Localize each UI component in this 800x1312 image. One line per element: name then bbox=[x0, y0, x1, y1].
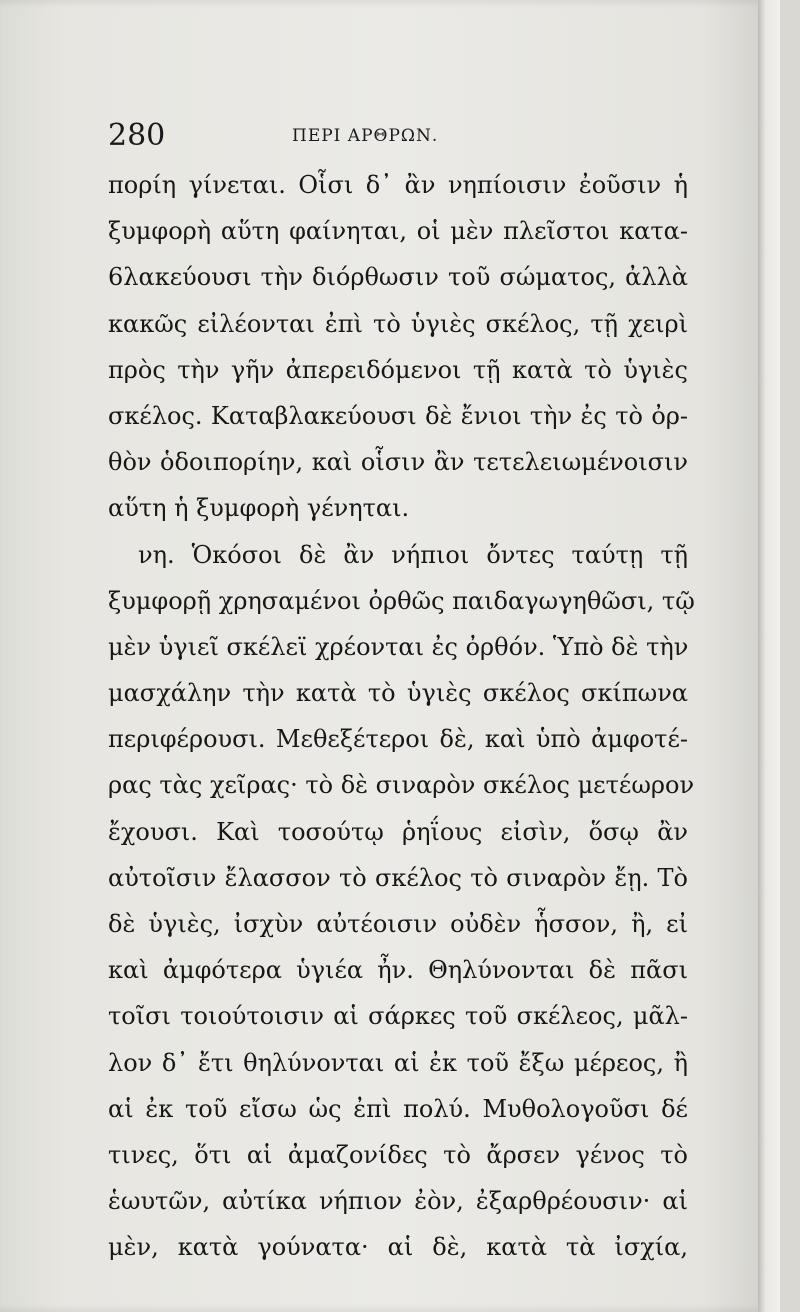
text-line: πορίη γίνεται. Οἷσι δ᾽ ἂν νηπίοισιν ἐοῦσιν ἡ bbox=[108, 171, 688, 199]
text-line: ἑωυτῶν, αὐτίκα νήπιον ἐὸν, ἐξαρθρέουσιν· αἱ bbox=[108, 1187, 688, 1216]
text-line: τινες, ὅτι αἱ ἀμαζονίδες τὸ ἄρσεν γένος τὸ bbox=[108, 1140, 688, 1169]
text-line: κακῶς εἰλέονται ἐπὶ τὸ ὑγιὲς σκέλος, τῇ χειρὶ bbox=[108, 309, 688, 338]
text-line: ἔχουσι. Καὶ τοσούτῳ ῥηΐους εἰσὶν, ὅσῳ ἂν bbox=[108, 817, 688, 846]
text-line: τοῖσι τοιούτοισιν αἱ σάρκες τοῦ σκέλεος, μᾶλ- bbox=[108, 1002, 688, 1031]
text-line: ρας τὰς χεῖρας· τὸ δὲ σιναρὸν σκέλος μετέωρον bbox=[108, 771, 695, 800]
text-line: σκέλος. Καταβλακεύουσι δὲ ἔνιοι τὴν ἐς τὸ ὀρ- bbox=[108, 401, 688, 430]
text-line: μὲν ὑγιεῖ σκέλεϊ χρέονται ἐς ὀρθόν. Ὑπὸ δὲ τὴν bbox=[108, 632, 689, 661]
text-line: πρὸς τὴν γῆν ἀπερειδόμενοι τῇ κατὰ τὸ ὑγιὲς bbox=[108, 355, 688, 384]
text-line: αἱ ἐκ τοῦ εἴσω ὡς ἐπὶ πολύ. Μυθολογοῦσι δέ bbox=[108, 1094, 688, 1123]
text-line: αὕτη ἡ ξυμφορὴ γένηται. bbox=[108, 494, 410, 523]
text-line: ξυμφορὴ αὕτη φαίνηται, οἱ μὲν πλεῖστοι κατα- bbox=[108, 217, 688, 246]
section-start-line: νη. Ὁκόσοι δὲ ἂν νήπιοι ὄντες ταύτῃ τῇ bbox=[138, 540, 688, 569]
text-line: ξυμφορῇ χρησαμένοι ὀρθῶς παιδαγωγηθῶσι, τῷ bbox=[108, 586, 695, 615]
text-line: λον δ᾽ ἔτι θηλύνονται αἱ ἐκ τοῦ ἔξω μέρεος, ἢ bbox=[108, 1048, 688, 1077]
text-line: αὐτοῖσιν ἔλασσον τὸ σκέλος τὸ σιναρὸν ἔῃ. Τὸ bbox=[108, 863, 688, 892]
text-line: μασχάλην τὴν κατὰ τὸ ὑγιὲς σκέλος σκίπωνα bbox=[108, 679, 688, 708]
page-number: 280 bbox=[108, 118, 166, 153]
text-line: δὲ ὑγιὲς, ἰσχὺν αὐτέοισιν οὐδὲν ἧσσον, ἢ, εἰ bbox=[108, 910, 688, 938]
page-edge-shadow bbox=[758, 0, 780, 1312]
text-line: καὶ ἀμφότερα ὑγιέα ἦν. Θηλύνονται δὲ πᾶσι bbox=[108, 956, 688, 985]
page-header bbox=[108, 116, 688, 156]
text-line: 6λακεύουσι τὴν διόρθωσιν τοῦ σώματος, ἀλλὰ bbox=[108, 263, 688, 292]
body-text bbox=[108, 162, 695, 1271]
running-head: ΠΕΡΙ ΑΡΘΡΩΝ. bbox=[292, 126, 439, 146]
text-line: θὸν ὁδοιπορίην, καὶ οἷσιν ἂν τετελειωμένοισιν bbox=[108, 448, 688, 477]
text-line: περιφέρουσι. Μεθεξέτεροι δὲ, καὶ ὑπὸ ἀμφοτέ- bbox=[108, 725, 688, 754]
text-line: μὲν, κατὰ γούνατα· αἱ δὲ, κατὰ τὰ ἰσχία, bbox=[108, 1233, 688, 1262]
